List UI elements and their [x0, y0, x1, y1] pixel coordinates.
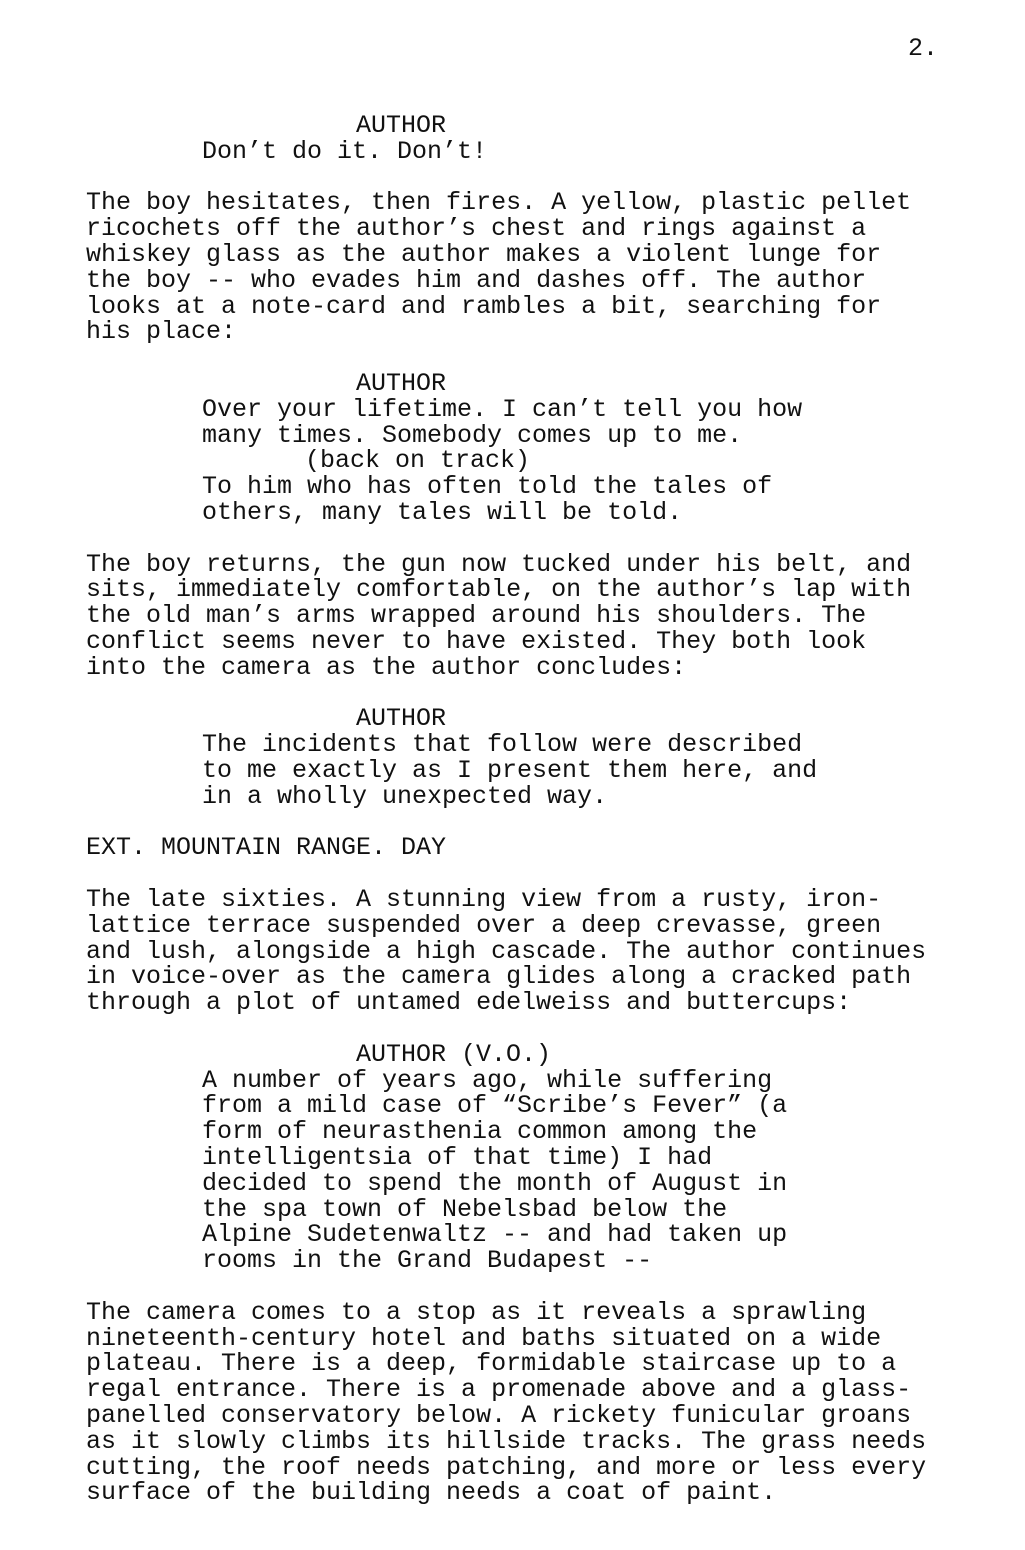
dialogue-line: many times. Somebody comes up to me.: [202, 420, 743, 450]
action-line: cutting, the roof needs patching, and more or less every: [86, 1452, 927, 1482]
dialogue-line: intelligentsia of that time) I had: [202, 1143, 713, 1172]
action-line: The camera comes to a stop as it reveals a sprawling: [86, 1297, 867, 1327]
dialogue-line: decided to spend the month of August in: [202, 1168, 788, 1198]
action-line: plateau. There is a deep, formidable staircase up to a: [86, 1349, 897, 1379]
action-line: The late sixties. A stunning view from a rusty, iron-: [86, 885, 882, 914]
dialogue-line: from a mild case of “Scribe’s Fever” (a: [202, 1091, 788, 1121]
action-line: surface of the building needs a coat of paint.: [86, 1478, 777, 1508]
action-line: the old man’s arms wrapped around his shoulders. The: [86, 601, 867, 631]
action-line: as it slowly climbs its hillside tracks. The grass needs: [86, 1426, 927, 1456]
scene-heading-line: EXT. MOUNTAIN RANGE. DAY: [86, 833, 447, 863]
dialogue-line: Don’t do it. Don’t!: [202, 136, 488, 166]
action-line: panelled conservatory below. A rickety funicular groans: [86, 1401, 912, 1430]
parenthetical-line: (back on track): [305, 446, 531, 476]
action-line: nineteenth-century hotel and baths situated on a wide: [86, 1323, 882, 1353]
action-line: regal entrance. There is a promenade above and a glass-: [86, 1375, 912, 1405]
action-line: The boy hesitates, then fires. A yellow, plastic pellet: [86, 188, 912, 218]
dialogue-line: rooms in the Grand Budapest --: [202, 1246, 653, 1276]
dialogue-line: in a wholly unexpected way.: [202, 781, 608, 811]
action-line: his place:: [86, 317, 237, 347]
character-line: AUTHOR (V.O.): [356, 1039, 552, 1069]
action-line: conflict seems never to have existed. They both look: [86, 627, 867, 656]
character-line: AUTHOR: [356, 111, 447, 140]
action-line: and lush, alongside a high cascade. The author continues: [86, 936, 927, 966]
dialogue-line: Over your lifetime. I can’t tell you how: [202, 394, 803, 424]
action-line: sits, immediately comfortable, on the author’s lap with: [86, 575, 912, 605]
character-line: AUTHOR: [356, 704, 447, 734]
dialogue-line: to me exactly as I present them here, and: [202, 756, 818, 785]
dialogue-line: To him who has often told the tales of: [202, 472, 773, 502]
action-line: into the camera as the author concludes:: [86, 652, 687, 682]
dialogue-line: Alpine Sudetenwaltz -- and had taken up: [202, 1220, 788, 1250]
action-line: through a plot of untamed edelweiss and buttercups:: [86, 988, 852, 1018]
action-line: ricochets off the author’s chest and rings against a: [86, 214, 867, 244]
action-line: looks at a note-card and rambles a bit, searching for: [86, 291, 882, 321]
dialogue-line: the spa town of Nebelsbad below the: [202, 1194, 728, 1224]
dialogue-line: form of neurasthenia common among the: [202, 1117, 758, 1147]
character-line: AUTHOR: [356, 369, 447, 398]
action-line: in voice-over as the camera glides along a cracked path: [86, 962, 912, 992]
page-number: 2.: [908, 34, 939, 63]
dialogue-line: A number of years ago, while suffering: [202, 1065, 773, 1095]
dialogue-line: The incidents that follow were described: [202, 730, 803, 760]
dialogue-line: others, many tales will be told.: [202, 498, 683, 527]
action-line: The boy returns, the gun now tucked under his belt, and: [86, 549, 912, 579]
action-line: whiskey glass as the author makes a violent lunge for: [86, 240, 882, 269]
action-line: the boy -- who evades him and dashes off. The author: [86, 265, 867, 295]
action-line: lattice terrace suspended over a deep crevasse, green: [86, 910, 882, 940]
